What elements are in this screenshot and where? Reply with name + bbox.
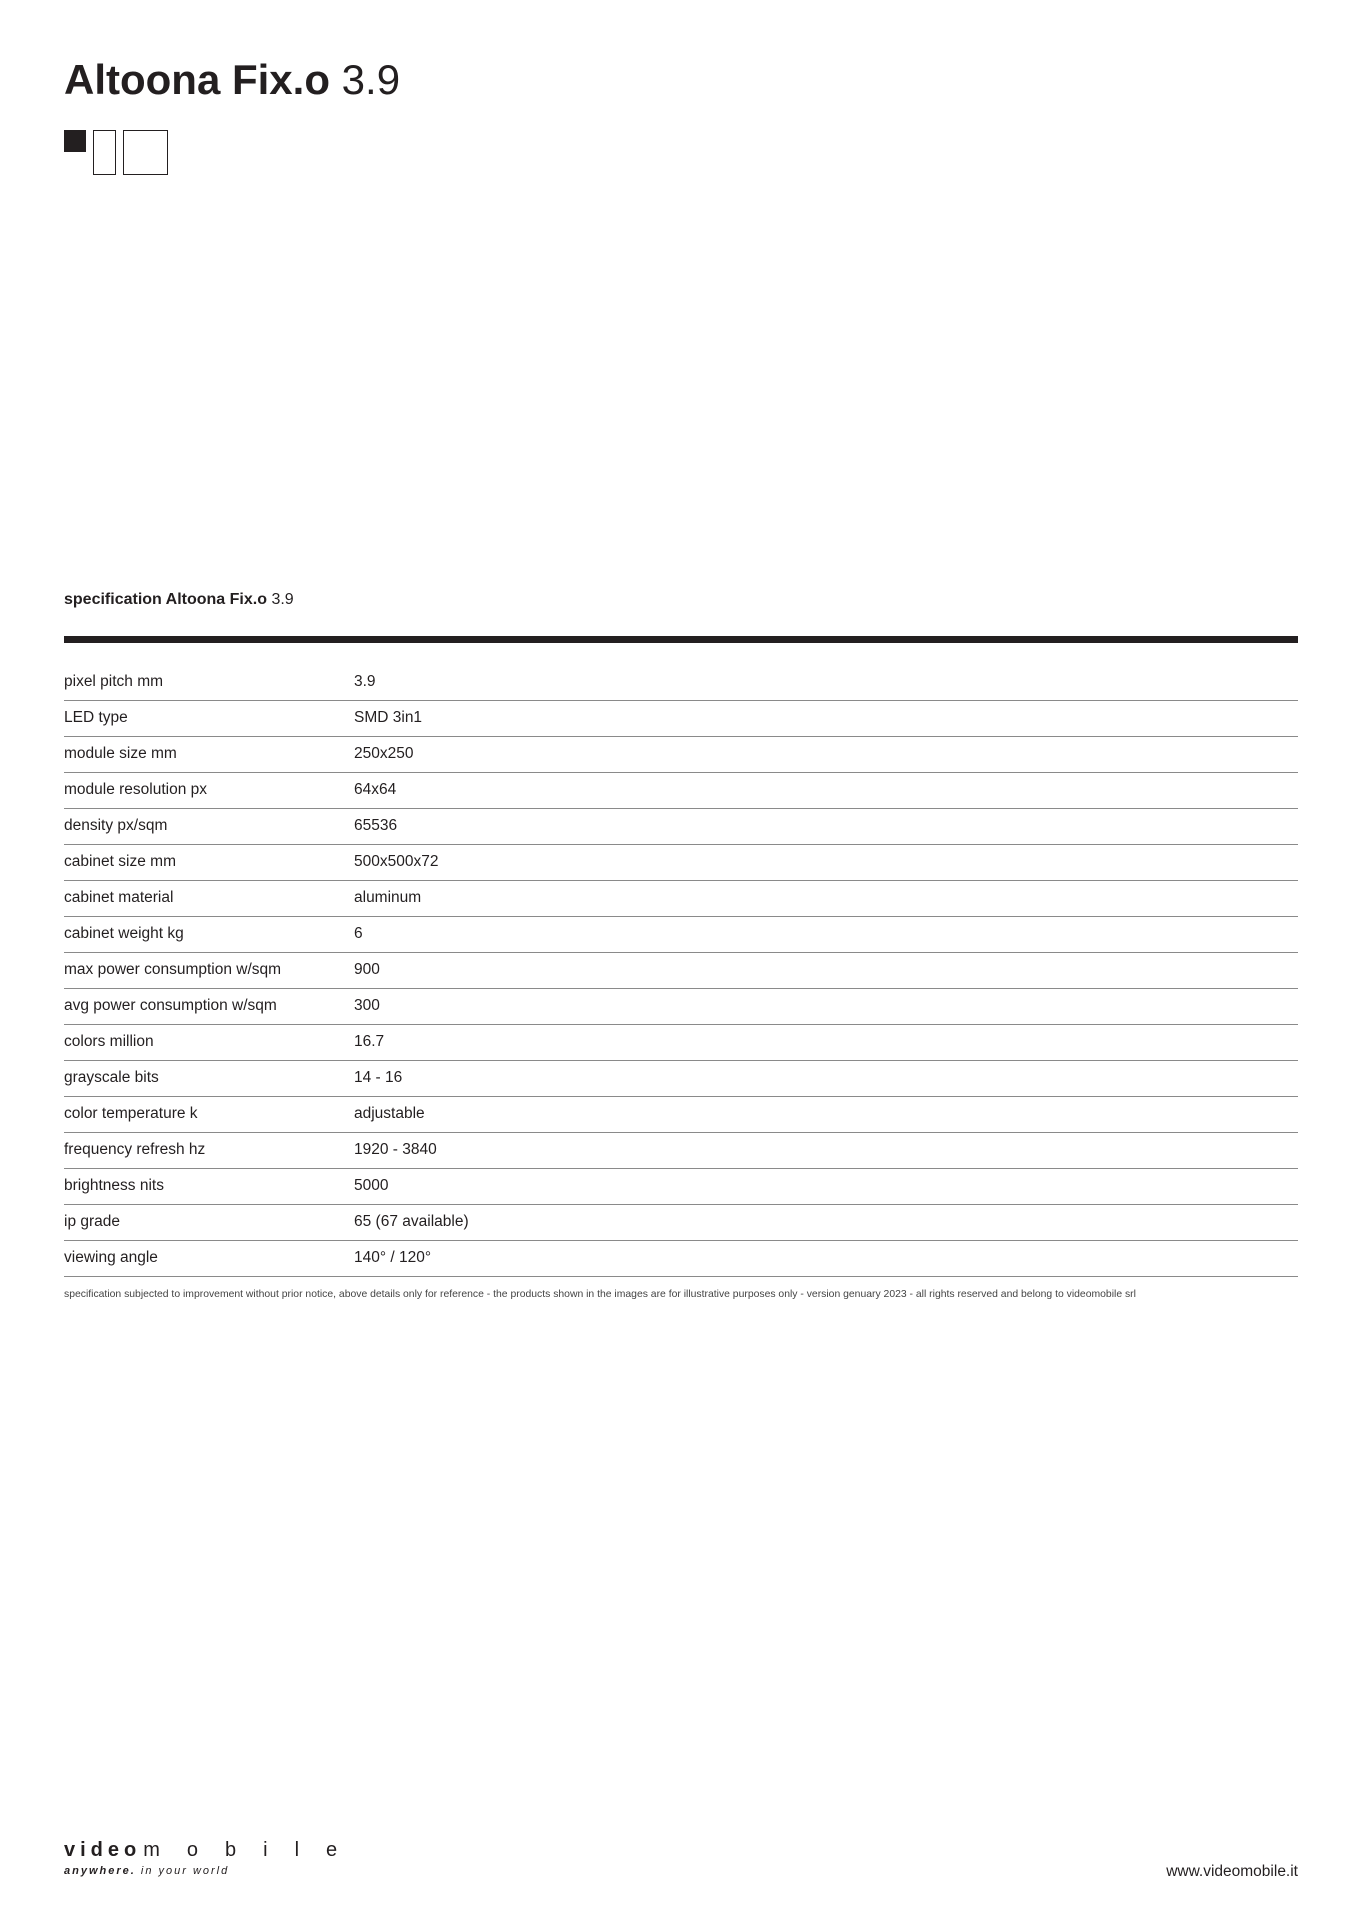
spec-value: 1920 - 3840: [354, 1141, 437, 1158]
spec-label: cabinet weight kg: [64, 925, 184, 942]
spec-label: color temperature k: [64, 1105, 198, 1122]
spec-value: 250x250: [354, 745, 414, 762]
spec-row: [64, 881, 1298, 917]
spec-row: [64, 953, 1298, 989]
spec-value: 500x500x72: [354, 853, 439, 870]
spec-label: module resolution px: [64, 781, 208, 798]
spec-value: 900: [354, 961, 380, 978]
spec-label: pixel pitch mm: [64, 673, 164, 690]
spec-row: [64, 809, 1298, 845]
page-title: [64, 52, 400, 108]
spec-value: 6: [354, 925, 363, 942]
logo-tagline: [64, 1864, 364, 1878]
spec-row: [64, 1025, 1298, 1061]
product-number: 3.9: [341, 56, 401, 103]
spec-label: density px/sqm: [64, 817, 168, 834]
website-url: www.videomobile.it: [1166, 1863, 1298, 1880]
spec-label: frequency refresh hz: [64, 1141, 206, 1158]
spec-label: avg power consumption w/sqm: [64, 997, 277, 1014]
spec-row: [64, 1241, 1298, 1277]
spec-row: [64, 773, 1298, 809]
spec-value: 3.9: [354, 673, 376, 690]
spec-value: aluminum: [354, 889, 422, 906]
spec-value: 5000: [354, 1177, 389, 1194]
spec-row: [64, 665, 1298, 701]
tall-rectangle-icon: [93, 130, 116, 175]
spec-value: 16.7: [354, 1033, 385, 1050]
spec-heading-label: specification Altoona Fix.o: [64, 591, 267, 608]
logo-video: video: [64, 1839, 142, 1861]
spec-value: 65536: [354, 817, 398, 834]
spec-row: [64, 1133, 1298, 1169]
spec-label: LED type: [64, 709, 128, 726]
filled-square-icon: [64, 130, 86, 152]
spec-value: adjustable: [354, 1105, 425, 1122]
product-name: Altoona Fix.o: [64, 56, 330, 103]
spec-value: 14 - 16: [354, 1069, 403, 1086]
logo-wordmark: [64, 1838, 364, 1862]
spec-heading: [64, 590, 294, 610]
spec-label: grayscale bits: [64, 1069, 159, 1086]
logo-mobile: mobile: [143, 1839, 365, 1861]
disclaimer-text: specification subjected to improvement without prior notice, above details only for reference - the products shown in the images are for illustrative purposes only - version genuary 2023 - all rights reserved and belong to videomobile srl: [64, 1289, 1136, 1300]
spec-row: [64, 845, 1298, 881]
outline-square-icon: [123, 130, 168, 175]
spec-value: 300: [354, 997, 380, 1014]
spec-label: viewing angle: [64, 1249, 158, 1266]
spec-table: [64, 665, 1298, 1277]
spec-label: cabinet size mm: [64, 853, 176, 870]
spec-row: [64, 989, 1298, 1025]
spec-value: 64x64: [354, 781, 397, 798]
spec-row: [64, 1061, 1298, 1097]
spec-label: max power consumption w/sqm: [64, 961, 282, 978]
spec-label: cabinet material: [64, 889, 174, 906]
spec-value: 140° / 120°: [354, 1249, 432, 1266]
videomobile-logo: [64, 1838, 364, 1878]
spec-label: brightness nits: [64, 1177, 164, 1194]
spec-row: [64, 1097, 1298, 1133]
heading-divider: [64, 636, 1298, 643]
spec-value: SMD 3in1: [354, 709, 423, 726]
tagline-bold: anywhere.: [64, 1865, 136, 1877]
spec-label: module size mm: [64, 745, 177, 762]
spec-row: [64, 917, 1298, 953]
spec-label: colors million: [64, 1033, 154, 1050]
spec-row: [64, 1205, 1298, 1241]
spec-row: [64, 701, 1298, 737]
spec-row: [64, 1169, 1298, 1205]
tagline-rest: in your world: [140, 1865, 230, 1877]
spec-label: ip grade: [64, 1213, 121, 1230]
spec-value: 65 (67 available): [354, 1213, 469, 1230]
spec-row: [64, 737, 1298, 773]
spec-heading-number: 3.9: [271, 591, 294, 608]
